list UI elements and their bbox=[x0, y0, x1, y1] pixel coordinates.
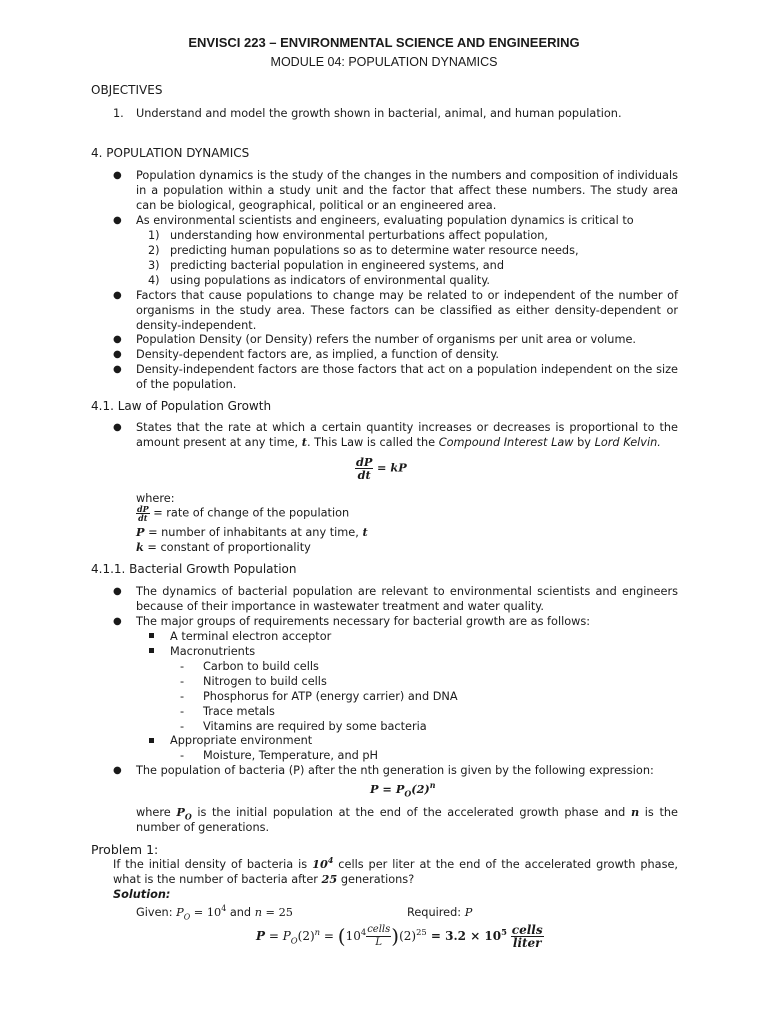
objective-item: Understand and model the growth shown in bacterial, animal, and human population. bbox=[136, 107, 622, 120]
critical-to-intro: As environmental scientists and engineers, evaluating population dynamics is critical to bbox=[136, 214, 634, 227]
section-4-heading: 4. POPULATION DYNAMICS bbox=[91, 146, 250, 160]
bullet-dot: ● bbox=[113, 215, 122, 226]
dash-marker: - bbox=[180, 690, 185, 703]
definition-k: k = constant of proportionality bbox=[136, 540, 311, 554]
objective-number: 1. bbox=[113, 107, 124, 120]
macronutrient-item: Nitrogen to build cells bbox=[203, 675, 327, 688]
density-dependent-definition: Density-dependent factors are, as implied, a function of density. bbox=[136, 348, 499, 361]
given-values: Given: $P_O = 10^4$ and n = 25 bbox=[136, 904, 293, 922]
requirements-intro: The major groups of requirements necessary for bacterial growth are as follows: bbox=[136, 615, 591, 628]
square-bullet bbox=[149, 738, 154, 743]
bacterial-dynamics-relevance: The dynamics of bacterial population are relevant to environmental scientists and engineers because of their importance in wastewater treatment and water quality. bbox=[136, 585, 678, 613]
macronutrient-item: Vitamins are required by some bacteria bbox=[203, 720, 427, 733]
objectives-heading: OBJECTIVES bbox=[91, 83, 163, 97]
section-4-1-1-heading: 4.1.1. Bacterial Growth Population bbox=[91, 562, 297, 576]
numbered-marker: 3) bbox=[148, 259, 160, 272]
problem-1-question: If the initial density of bacteria is $10^4$ cells per liter at the end of the accelerated growth phase, what is the number of bacteria after 25 generations? bbox=[113, 856, 678, 886]
macronutrient-item: Trace metals bbox=[203, 705, 275, 718]
bullet-dot: ● bbox=[113, 364, 122, 375]
compound-interest-law: Compound Interest Law bbox=[438, 436, 574, 449]
bacteria-expression-intro: The population of bacteria (P) after the nth generation is given by the following expression: bbox=[136, 764, 654, 777]
numbered-marker: 2) bbox=[148, 244, 160, 257]
population-dynamics-definition: Population dynamics is the study of the changes in the numbers and composition of individuals in a population within a study unit and the factor that affect these numbers. The study area can be biological, geographical, political or an engineered area. bbox=[136, 169, 678, 212]
population-density-definition: Population Density (or Density) refers the number of organisms per unit area or volume. bbox=[136, 333, 636, 346]
bullet-dot: ● bbox=[113, 616, 122, 627]
required-value: Required: P bbox=[407, 906, 473, 919]
bullet-dot: ● bbox=[113, 765, 122, 776]
lord-kelvin: Lord Kelvin. bbox=[594, 436, 661, 449]
law-of-growth-statement: States that the rate at which a certain quantity increases or decreases is proportional to the amount present at any time, t. This Law is called the Compound Interest Law by Lord Kelvin. bbox=[136, 421, 678, 449]
solution-equation: $P = P_O(2)^n = (10^4$ $\frac{\text{cells}}{L}$ )$(2)^{25} = 3.2 \times 10^5$ $\frac{\text{cells}}{\text{liter}}$ bbox=[256, 923, 543, 950]
dash-marker: - bbox=[180, 675, 185, 688]
course-title: ENVISCI 223 – ENVIRONMENTAL SCIENCE AND ENGINEERING bbox=[188, 35, 580, 50]
square-bullet bbox=[149, 633, 154, 638]
dp-dt-fraction: $\frac{dP}{dt}$ bbox=[356, 455, 373, 482]
section-4-1-heading: 4.1. Law of Population Growth bbox=[91, 399, 272, 413]
requirement-item: A terminal electron acceptor bbox=[170, 630, 332, 643]
bullet-dot: ● bbox=[113, 334, 122, 345]
definition-dpdt: $\frac{dP}{dt}$ = rate of change of the population bbox=[137, 504, 350, 523]
bullet-dot: ● bbox=[113, 586, 122, 597]
problem-1-heading: Problem 1: bbox=[91, 842, 159, 857]
square-bullet bbox=[149, 648, 154, 653]
density-independent-definition: Density-independent factors are those factors that act on a population independent on the size of the population. bbox=[136, 363, 678, 391]
numbered-marker: 4) bbox=[148, 274, 160, 287]
dash-marker: - bbox=[180, 705, 185, 718]
where-label: where: bbox=[136, 492, 175, 505]
bacteria-equation: $P = P_O(2)^n$ bbox=[370, 781, 436, 799]
numbered-item: using populations as indicators of environmental quality. bbox=[170, 274, 491, 287]
numbered-item: predicting human populations so as to determine water resource needs, bbox=[170, 244, 579, 257]
macronutrient-item: Carbon to build cells bbox=[203, 660, 319, 673]
numbered-item: understanding how environmental perturbations affect population, bbox=[170, 229, 549, 242]
requirement-item: Appropriate environment bbox=[170, 734, 313, 747]
bacteria-equation-where: where $P_O$ is the initial population at the end of the accelerated growth phase and n is the number of generations. bbox=[136, 805, 678, 834]
bullet-dot: ● bbox=[113, 349, 122, 360]
requirement-item: Macronutrients bbox=[170, 645, 256, 658]
numbered-item: predicting bacterial population in engineered systems, and bbox=[170, 259, 504, 272]
module-title: MODULE 04: POPULATION DYNAMICS bbox=[270, 55, 498, 69]
bullet-dot: ● bbox=[113, 170, 122, 181]
bullet-dot: ● bbox=[113, 422, 122, 433]
macronutrient-item: Phosphorus for ATP (energy carrier) and DNA bbox=[203, 690, 458, 703]
definition-p: P = number of inhabitants at any time, t bbox=[136, 525, 368, 539]
solution-label: Solution: bbox=[113, 888, 171, 901]
numbered-marker: 1) bbox=[148, 229, 160, 242]
bullet-dot: ● bbox=[113, 290, 122, 301]
growth-equation: $\frac{dP}{dt}$ = kP bbox=[356, 455, 407, 482]
dash-marker: - bbox=[180, 720, 185, 733]
dash-marker: - bbox=[180, 749, 185, 762]
environment-item: Moisture, Temperature, and pH bbox=[203, 749, 379, 762]
factors-paragraph: Factors that cause populations to change may be related to or independent of the number of organisms in the study area. These factors can be classified as either density-dependent or density-independent. bbox=[136, 289, 678, 332]
dash-marker: - bbox=[180, 660, 185, 673]
